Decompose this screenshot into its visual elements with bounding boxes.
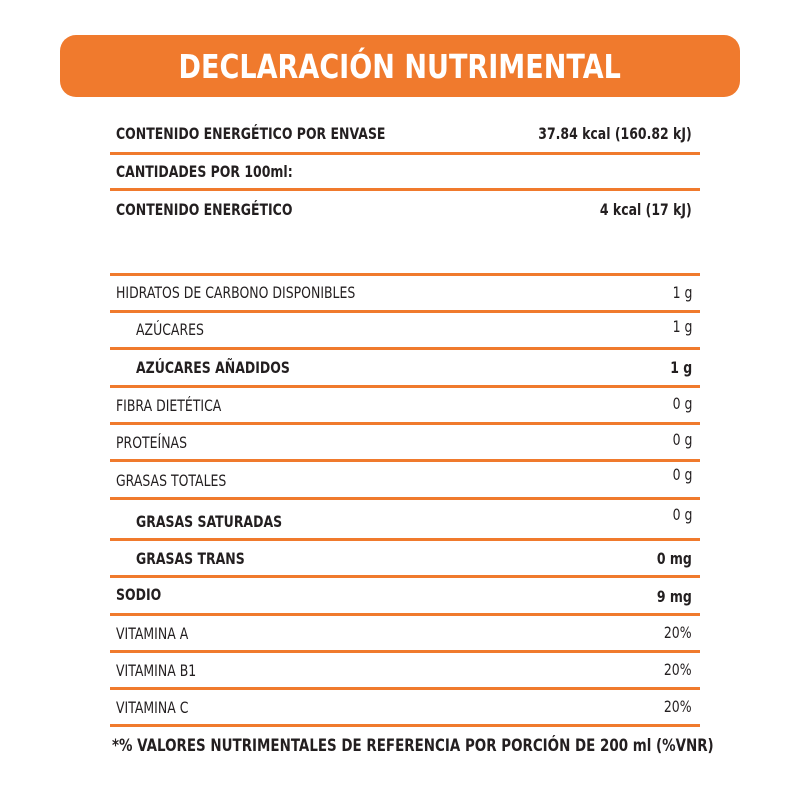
table-row-trans-fat bbox=[110, 541, 700, 578]
row-value: 4 kcal (17 kJ) bbox=[600, 200, 692, 219]
nutrition-table bbox=[110, 117, 700, 727]
row-value: 20% bbox=[664, 623, 692, 642]
row-label: FIBRA DIETÉTICA bbox=[116, 396, 222, 415]
row-label: CONTENIDO ENERGÉTICO POR ENVASE bbox=[116, 124, 386, 143]
row-label: AZÚCARES AÑADIDOS bbox=[136, 358, 290, 377]
row-label: VITAMINA B1 bbox=[116, 661, 197, 680]
row-label: CONTENIDO ENERGÉTICO bbox=[116, 200, 293, 219]
footnote: *% VALORES NUTRIMENTALES DE REFERENCIA POR PORCIÓN DE 200 ml (%VNR) bbox=[112, 736, 714, 756]
title-banner bbox=[60, 35, 740, 97]
row-label: AZÚCARES bbox=[136, 320, 204, 339]
row-value: 0 mg bbox=[657, 549, 692, 568]
row-label: HIDRATOS DE CARBONO DISPONIBLES bbox=[116, 283, 356, 302]
table-row-sodium bbox=[110, 578, 700, 616]
row-label: GRASAS TRANS bbox=[136, 549, 245, 568]
row-value: 1 g bbox=[672, 283, 692, 302]
table-row-energy-per-package bbox=[110, 117, 700, 155]
row-label: PROTEÍNAS bbox=[116, 433, 188, 452]
row-label: SODIO bbox=[116, 585, 162, 604]
table-row-carbohydrates bbox=[110, 276, 700, 313]
row-label: VITAMINA C bbox=[116, 698, 189, 717]
table-row-saturated-fat bbox=[110, 500, 700, 541]
table-row-proteins bbox=[110, 425, 700, 462]
table-row-sugars bbox=[110, 313, 700, 350]
row-value: 1 g bbox=[672, 317, 692, 336]
row-value: 20% bbox=[664, 660, 692, 679]
row-value: 0 g bbox=[672, 465, 692, 484]
table-row-energy bbox=[110, 191, 700, 276]
row-label: GRASAS SATURADAS bbox=[136, 512, 283, 531]
table-row-vitamin-c bbox=[110, 690, 700, 727]
row-label: GRASAS TOTALES bbox=[116, 471, 227, 490]
page-title: DECLARACIÓN NUTRIMENTAL bbox=[178, 46, 622, 86]
table-row-per-100ml bbox=[110, 155, 700, 191]
table-row-fiber bbox=[110, 388, 700, 425]
table-row-added-sugars bbox=[110, 350, 700, 388]
row-label: VITAMINA A bbox=[116, 624, 189, 643]
table-row-vitamin-b1 bbox=[110, 653, 700, 690]
row-value: 1 g bbox=[670, 358, 692, 377]
row-value: 0 g bbox=[672, 505, 692, 524]
row-value: 0 g bbox=[672, 394, 692, 413]
table-row-total-fat bbox=[110, 462, 700, 500]
row-value: 9 mg bbox=[657, 587, 692, 606]
row-value: 0 g bbox=[672, 430, 692, 449]
row-label: CANTIDADES POR 100ml: bbox=[116, 162, 293, 181]
row-value: 37.84 kcal (160.82 kJ) bbox=[538, 124, 692, 143]
table-row-vitamin-a bbox=[110, 616, 700, 653]
row-value: 20% bbox=[664, 697, 692, 716]
